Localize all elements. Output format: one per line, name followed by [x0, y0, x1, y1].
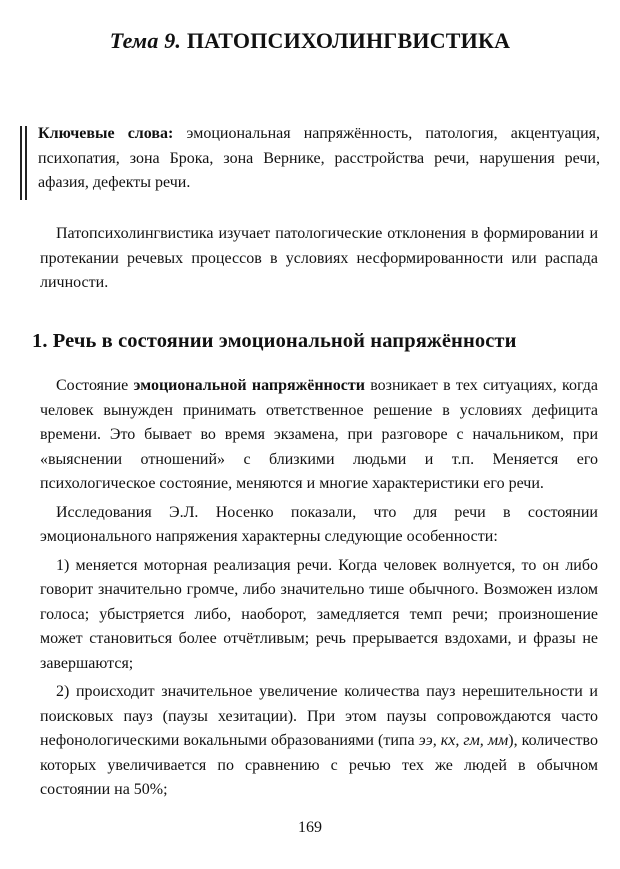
chapter-title-text: ПАТОПСИХОЛИНГВИСТИКА — [186, 28, 511, 53]
keywords-list: эмоциональная напряжённость, патология, акцентуация, психопатия, зона Брока, зона Вернике, расстройства речи, нарушения речи, афазия, дефекты речи. — [38, 125, 601, 191]
section-title: 1. Речь в состоянии эмоциональной напряжённости — [32, 330, 517, 352]
keywords-paragraph — [38, 122, 600, 196]
paragraph-point-2 — [40, 680, 598, 803]
paragraph-emotional-tension — [40, 374, 598, 497]
p4-before: 2) происходит значительное увеличение количества пауз нерешительности и поисковых пауз (паузы хезитации). При этом паузы сопровождаются часто нефонологическими вокальными образованиями (типа — [40, 683, 598, 749]
paragraph-nosenko: Исследования Э.Л. Носенко показали, что для речи в состоянии эмоционального напряжения характерны следующие особенности: — [40, 503, 598, 545]
keywords-left-rule — [20, 126, 22, 200]
keywords-label: Ключевые слова: — [38, 125, 174, 142]
keywords-left-rule-inner — [25, 126, 27, 200]
p1-after: возникает в тех ситуациях, когда человек вынужден принимать ответственное решение в условиях дефицита времени. Это бывает во время экзамена, при разговоре с начальником, при «выяснении отношений» с близкими людьми и т.п. Меняется его психологическое состояние, меняются и многие характеристики его речи. — [40, 377, 599, 492]
paragraph-point-1: 1) меняется моторная реализация речи. Когда человек волнуется, то он либо говорит значительно громче, либо значительно тише обычного. Возможен излом голоса; убыстряется либо, наоборот, замедляется темп речи; произношение может становиться более отчётливым; речь прерывается вздохами, и фразы не завершаются; — [40, 556, 598, 672]
chapter-title — [0, 28, 620, 54]
keywords-box — [20, 122, 600, 196]
chapter-topic-label: Тема 9. — [109, 28, 182, 53]
intro-paragraph: Патопсихолингвистика изучает патологические отклонения в формировании и протекании речевых процессов в условиях несформированности или распада личности. — [40, 225, 598, 291]
section-body — [40, 374, 598, 803]
p4-after: ), количество которых увеличивается по сравнению с речью тех же людей в обычном состоянии на 50%; — [40, 732, 598, 798]
p1-before: Состояние — [56, 377, 134, 394]
p1-term: эмоциональной напряжённости — [133, 377, 365, 394]
p4-examples: ээ, кх, гм, мм — [418, 732, 509, 749]
page-number: 169 — [298, 819, 322, 836]
